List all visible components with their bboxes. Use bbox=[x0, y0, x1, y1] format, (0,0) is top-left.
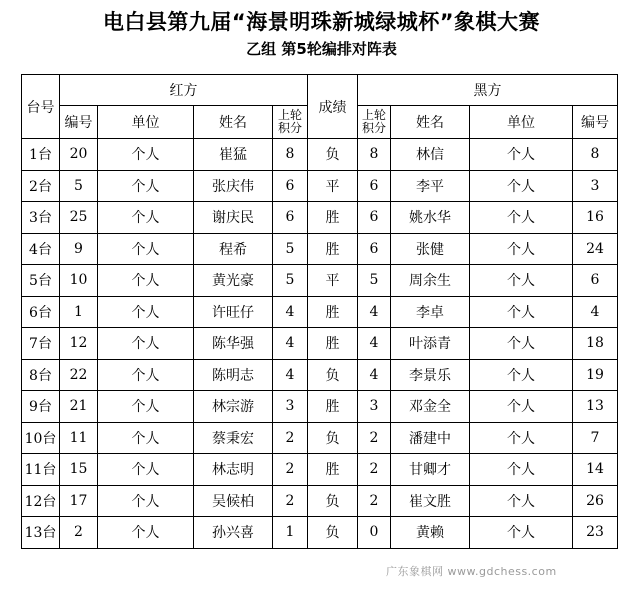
cell-black-unit: 个人 bbox=[470, 517, 573, 549]
cell-black-unit: 个人 bbox=[470, 391, 573, 423]
cell-black-name: 潘建中 bbox=[391, 422, 470, 454]
cell-black-prev-points: 4 bbox=[358, 359, 391, 391]
cell-black-name: 张健 bbox=[391, 233, 470, 265]
cell-red-unit: 个人 bbox=[98, 485, 194, 517]
table-row bbox=[22, 170, 618, 202]
cell-result: 胜 bbox=[308, 391, 358, 423]
cell-red-unit: 个人 bbox=[98, 391, 194, 423]
cell-board: 13台 bbox=[22, 517, 60, 549]
cell-black-number: 26 bbox=[573, 485, 618, 517]
cell-black-name: 邓金全 bbox=[391, 391, 470, 423]
pairing-table bbox=[21, 74, 618, 549]
cell-result: 负 bbox=[308, 485, 358, 517]
header-prev-points-line1: 上轮 bbox=[277, 108, 302, 122]
cell-result: 负 bbox=[308, 517, 358, 549]
cell-result: 胜 bbox=[308, 296, 358, 328]
table-row bbox=[22, 422, 618, 454]
table-row bbox=[22, 485, 618, 517]
cell-black-unit: 个人 bbox=[470, 170, 573, 202]
cell-black-prev-points: 2 bbox=[358, 485, 391, 517]
cell-red-unit: 个人 bbox=[98, 202, 194, 234]
cell-black-name: 崔文胜 bbox=[391, 485, 470, 517]
cell-black-name: 李卓 bbox=[391, 296, 470, 328]
cell-red-prev-points: 2 bbox=[273, 454, 308, 486]
cell-black-prev-points: 2 bbox=[358, 422, 391, 454]
cell-red-prev-points: 4 bbox=[273, 359, 308, 391]
header-red-unit: 单位 bbox=[98, 106, 194, 139]
cell-red-name: 张庆伟 bbox=[194, 170, 273, 202]
header-prev-points-line2: 积分 bbox=[361, 121, 386, 135]
cell-red-prev-points: 6 bbox=[273, 202, 308, 234]
cell-red-prev-points: 6 bbox=[273, 170, 308, 202]
table-row bbox=[22, 296, 618, 328]
table-row bbox=[22, 328, 618, 360]
cell-red-number: 20 bbox=[60, 139, 98, 171]
cell-black-prev-points: 3 bbox=[358, 391, 391, 423]
header-black-unit: 单位 bbox=[470, 106, 573, 139]
table-row bbox=[22, 359, 618, 391]
cell-board: 11台 bbox=[22, 454, 60, 486]
header-black-prev-points bbox=[358, 106, 391, 139]
cell-red-name: 许旺仔 bbox=[194, 296, 273, 328]
cell-black-prev-points: 0 bbox=[358, 517, 391, 549]
cell-black-name: 周余生 bbox=[391, 265, 470, 297]
cell-black-prev-points: 8 bbox=[358, 139, 391, 171]
cell-red-unit: 个人 bbox=[98, 422, 194, 454]
cell-result: 平 bbox=[308, 265, 358, 297]
cell-black-name: 叶添青 bbox=[391, 328, 470, 360]
cell-red-unit: 个人 bbox=[98, 233, 194, 265]
cell-black-number: 13 bbox=[573, 391, 618, 423]
cell-black-name: 李景乐 bbox=[391, 359, 470, 391]
table-row bbox=[22, 233, 618, 265]
cell-red-unit: 个人 bbox=[98, 139, 194, 171]
cell-result: 负 bbox=[308, 422, 358, 454]
cell-board: 2台 bbox=[22, 170, 60, 202]
cell-red-unit: 个人 bbox=[98, 359, 194, 391]
header-black-side: 黑方 bbox=[358, 75, 618, 106]
cell-red-prev-points: 1 bbox=[273, 517, 308, 549]
cell-result: 平 bbox=[308, 170, 358, 202]
cell-red-prev-points: 5 bbox=[273, 265, 308, 297]
cell-black-prev-points: 5 bbox=[358, 265, 391, 297]
header-row-top bbox=[22, 75, 618, 106]
table-row bbox=[22, 265, 618, 297]
cell-red-name: 孙兴喜 bbox=[194, 517, 273, 549]
cell-black-prev-points: 2 bbox=[358, 454, 391, 486]
cell-result: 胜 bbox=[308, 328, 358, 360]
cell-red-name: 黄光豪 bbox=[194, 265, 273, 297]
cell-board: 5台 bbox=[22, 265, 60, 297]
cell-red-number: 2 bbox=[60, 517, 98, 549]
cell-result: 负 bbox=[308, 139, 358, 171]
page-subtitle: 乙组 第5轮编排对阵表 bbox=[246, 40, 397, 58]
cell-red-name: 陈华强 bbox=[194, 328, 273, 360]
cell-red-unit: 个人 bbox=[98, 454, 194, 486]
cell-board: 12台 bbox=[22, 485, 60, 517]
cell-black-unit: 个人 bbox=[470, 202, 573, 234]
cell-black-unit: 个人 bbox=[470, 359, 573, 391]
header-red-name: 姓名 bbox=[194, 106, 273, 139]
cell-black-unit: 个人 bbox=[470, 422, 573, 454]
cell-black-number: 7 bbox=[573, 422, 618, 454]
cell-red-number: 17 bbox=[60, 485, 98, 517]
cell-red-prev-points: 5 bbox=[273, 233, 308, 265]
cell-black-name: 甘卿才 bbox=[391, 454, 470, 486]
cell-black-name: 林信 bbox=[391, 139, 470, 171]
cell-black-number: 16 bbox=[573, 202, 618, 234]
header-prev-points-line1: 上轮 bbox=[361, 108, 386, 122]
cell-result: 负 bbox=[308, 359, 358, 391]
cell-black-number: 19 bbox=[573, 359, 618, 391]
cell-black-number: 23 bbox=[573, 517, 618, 549]
cell-red-number: 25 bbox=[60, 202, 98, 234]
cell-red-unit: 个人 bbox=[98, 328, 194, 360]
cell-result: 胜 bbox=[308, 202, 358, 234]
cell-black-prev-points: 6 bbox=[358, 233, 391, 265]
cell-black-unit: 个人 bbox=[470, 265, 573, 297]
cell-red-prev-points: 8 bbox=[273, 139, 308, 171]
cell-board: 1台 bbox=[22, 139, 60, 171]
cell-red-name: 程希 bbox=[194, 233, 273, 265]
table-row bbox=[22, 202, 618, 234]
cell-black-unit: 个人 bbox=[470, 139, 573, 171]
cell-red-number: 12 bbox=[60, 328, 98, 360]
table-row bbox=[22, 454, 618, 486]
cell-board: 7台 bbox=[22, 328, 60, 360]
cell-red-number: 22 bbox=[60, 359, 98, 391]
cell-red-number: 5 bbox=[60, 170, 98, 202]
cell-red-name: 林宗游 bbox=[194, 391, 273, 423]
header-prev-points-line2: 积分 bbox=[277, 121, 302, 135]
header-black-number: 编号 bbox=[573, 106, 618, 139]
header-red-prev-points bbox=[273, 106, 308, 139]
cell-red-prev-points: 4 bbox=[273, 296, 308, 328]
cell-red-prev-points: 2 bbox=[273, 485, 308, 517]
cell-red-unit: 个人 bbox=[98, 517, 194, 549]
cell-red-unit: 个人 bbox=[98, 265, 194, 297]
cell-red-prev-points: 3 bbox=[273, 391, 308, 423]
cell-black-name: 黄赖 bbox=[391, 517, 470, 549]
cell-black-prev-points: 4 bbox=[358, 296, 391, 328]
table-row bbox=[22, 517, 618, 549]
cell-black-number: 14 bbox=[573, 454, 618, 486]
header-result: 成绩 bbox=[308, 75, 358, 139]
cell-black-prev-points: 6 bbox=[358, 202, 391, 234]
cell-red-number: 1 bbox=[60, 296, 98, 328]
cell-board: 4台 bbox=[22, 233, 60, 265]
cell-black-number: 6 bbox=[573, 265, 618, 297]
cell-result: 胜 bbox=[308, 454, 358, 486]
cell-black-unit: 个人 bbox=[470, 454, 573, 486]
cell-red-name: 林志明 bbox=[194, 454, 273, 486]
cell-black-number: 4 bbox=[573, 296, 618, 328]
cell-black-prev-points: 6 bbox=[358, 170, 391, 202]
cell-red-number: 9 bbox=[60, 233, 98, 265]
cell-red-name: 谢庆民 bbox=[194, 202, 273, 234]
cell-red-name: 蔡秉宏 bbox=[194, 422, 273, 454]
cell-black-unit: 个人 bbox=[470, 296, 573, 328]
cell-black-number: 18 bbox=[573, 328, 618, 360]
cell-red-name: 崔猛 bbox=[194, 139, 273, 171]
cell-board: 10台 bbox=[22, 422, 60, 454]
cell-board: 8台 bbox=[22, 359, 60, 391]
header-red-side: 红方 bbox=[60, 75, 308, 106]
cell-red-number: 11 bbox=[60, 422, 98, 454]
cell-black-number: 3 bbox=[573, 170, 618, 202]
cell-red-name: 吴候柏 bbox=[194, 485, 273, 517]
cell-red-unit: 个人 bbox=[98, 170, 194, 202]
cell-black-number: 8 bbox=[573, 139, 618, 171]
table-row bbox=[22, 139, 618, 171]
cell-black-number: 24 bbox=[573, 233, 618, 265]
cell-black-unit: 个人 bbox=[470, 485, 573, 517]
cell-red-name: 陈明志 bbox=[194, 359, 273, 391]
header-red-number: 编号 bbox=[60, 106, 98, 139]
cell-red-prev-points: 2 bbox=[273, 422, 308, 454]
cell-red-prev-points: 4 bbox=[273, 328, 308, 360]
cell-board: 6台 bbox=[22, 296, 60, 328]
page-title: 电白县第九届“海景明珠新城绿城杯”象棋大赛 bbox=[102, 10, 541, 34]
cell-red-number: 10 bbox=[60, 265, 98, 297]
cell-black-name: 姚水华 bbox=[391, 202, 470, 234]
cell-black-unit: 个人 bbox=[470, 233, 573, 265]
site-watermark: 广东象棋网 www.gdchess.com bbox=[386, 565, 557, 578]
cell-board: 3台 bbox=[22, 202, 60, 234]
header-board: 台号 bbox=[22, 75, 60, 139]
cell-board: 9台 bbox=[22, 391, 60, 423]
header-black-name: 姓名 bbox=[391, 106, 470, 139]
cell-black-name: 李平 bbox=[391, 170, 470, 202]
table-row bbox=[22, 391, 618, 423]
cell-red-unit: 个人 bbox=[98, 296, 194, 328]
cell-red-number: 21 bbox=[60, 391, 98, 423]
cell-black-unit: 个人 bbox=[470, 328, 573, 360]
cell-result: 胜 bbox=[308, 233, 358, 265]
cell-red-number: 15 bbox=[60, 454, 98, 486]
cell-black-prev-points: 4 bbox=[358, 328, 391, 360]
